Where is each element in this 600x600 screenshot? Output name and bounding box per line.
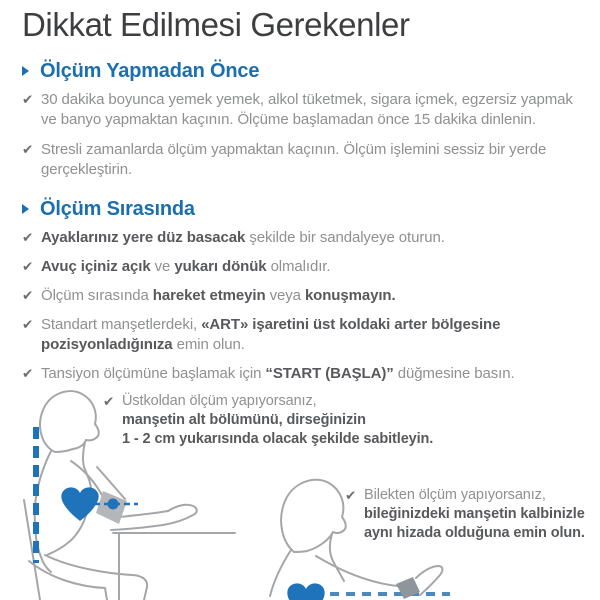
heart-icon [287,583,324,600]
section-during-heading [22,196,580,222]
check-icon: ✔ [103,394,115,409]
section-before-heading [22,58,580,84]
check-icon: ✔ [22,142,34,157]
section-during-title: Ölçüm Sırasında [40,197,195,220]
bullet-no-moving [22,286,580,306]
hand [163,505,197,525]
hand [416,566,442,595]
section-before-title: Ölçüm Yapmadan Önce [40,59,260,82]
bullet-rest-before [22,90,580,130]
section-before-measurement [22,58,580,180]
section-during-measurement [22,196,580,384]
page-title: Dikkat Edilmesi Gerekenler [22,6,410,43]
table [113,533,235,600]
check-icon: ✔ [22,317,34,332]
check-icon: ✔ [22,288,34,303]
check-icon: ✔ [22,92,34,107]
check-icon: ✔ [345,488,357,503]
check-icon: ✔ [22,259,34,274]
bullet-palm-open [22,257,580,277]
check-icon: ✔ [22,230,34,245]
note-wrist [345,486,585,543]
cuff-level-dot [108,499,119,510]
check-icon: ✔ [22,366,34,381]
bullet-feet-flat [22,228,580,248]
bullet-text: Avuç içiniz açık ve yukarı dönük olmalıdır. [41,258,331,275]
bullet-text: Standart manşetlerdeki, «ART» işaretini üst koldaki arter bölgesine pozisyonladığınıza emin olun. [41,316,501,353]
bullet-text: Tansiyon ölçümüne başlamak için “START (BAŞLA)” düğmesine basın. [41,365,515,382]
note-text: Üstkoldan ölçüm yapıyorsanız, manşetin alt bölümünü, dirseğinizin 1 - 2 cm yukarısında olacak şekilde sabitleyin. [122,393,434,447]
note-text: Bilekten ölçüm yapıyorsanız, bileğinizdeki manşetin kalbinizle aynı hizada olduğuna emin olun. [364,487,585,541]
bullet-art-mark [22,315,580,355]
note-upper-arm [103,392,433,449]
triangle-right-icon [22,204,29,214]
heart-icon [61,487,98,521]
bullet-avoid-stress [22,140,580,180]
triangle-right-icon [22,66,29,76]
bullet-text: 30 dakika boyunca yemek yemek, alkol tüketmek, sigara içmek, egzersiz yapmak ve banyo yapmaktan kaçının. Ölçüme başlamadan önce 15 dakika dinlenin. [41,91,573,128]
bullet-text: Ayaklarınız yere düz basacak şekilde bir sandalyeye oturun. [41,229,445,246]
bullet-text: Ölçüm sırasında hareket etmeyin veya konuşmayın. [41,287,396,304]
bullet-text: Stresli zamanlarda ölçüm yapmaktan kaçının. Ölçüm işlemini sessiz bir yerde gerçekleştirin. [41,141,547,178]
bullet-start-button [22,364,580,384]
